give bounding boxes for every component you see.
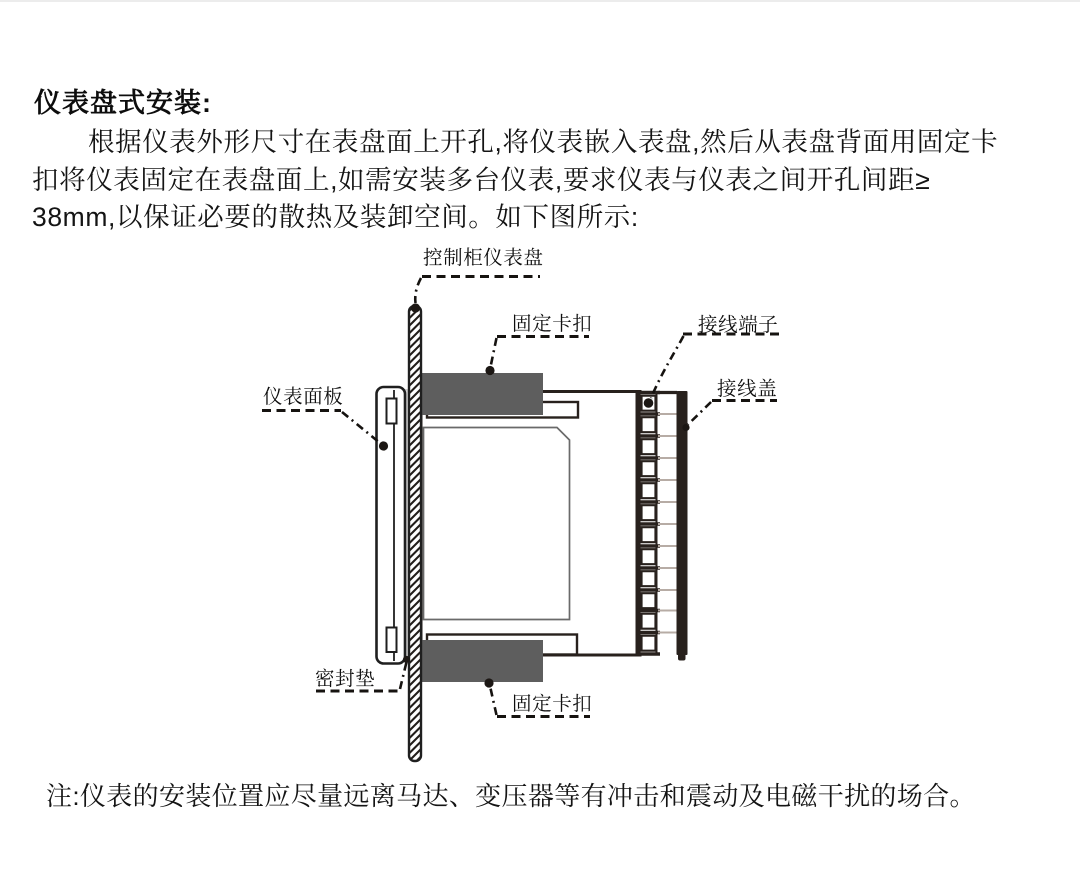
label-front-panel: 仪表面板 xyxy=(263,386,344,408)
front-panel-bezel xyxy=(377,387,406,664)
terminal-gap-lines xyxy=(658,414,677,633)
label-terminals: 接线端子 xyxy=(698,314,779,336)
intro-line-1: 根据仪表外形尺寸在表盘面上开孔,将仪表嵌入表盘,然后从表盘背面用固定卡 xyxy=(88,127,999,157)
page-title: 仪表盘式安装: xyxy=(34,88,212,118)
terminal-cover-bar xyxy=(677,391,688,661)
intro-line-2: 扣将仪表固定在表盘面上,如需安装多台仪表,要求仪表与仪表之间开孔间距≥ xyxy=(32,164,931,195)
fixing-clip-bottom xyxy=(421,640,544,682)
label-gasket: 密封垫 xyxy=(315,668,376,690)
note-text: 注:仪表的安装位置应尽量远离马达、变压器等有冲击和震动及电磁干扰的场合。 xyxy=(46,781,976,811)
label-cabinet-panel: 控制柜仪表盘 xyxy=(423,247,544,269)
label-fixing-clip-top: 固定卡扣 xyxy=(512,313,593,335)
display-window xyxy=(424,428,570,620)
label-fixing-clip-bottom: 固定卡扣 xyxy=(512,693,593,715)
fixing-clip-top xyxy=(421,373,544,415)
label-terminal-cover: 接线盖 xyxy=(717,378,778,400)
terminal-block xyxy=(636,391,661,655)
intro-line-3: 38mm,以保证必要的散热及装卸空间。如下图所示: xyxy=(32,202,639,232)
cabinet-panel-plate xyxy=(409,306,421,761)
